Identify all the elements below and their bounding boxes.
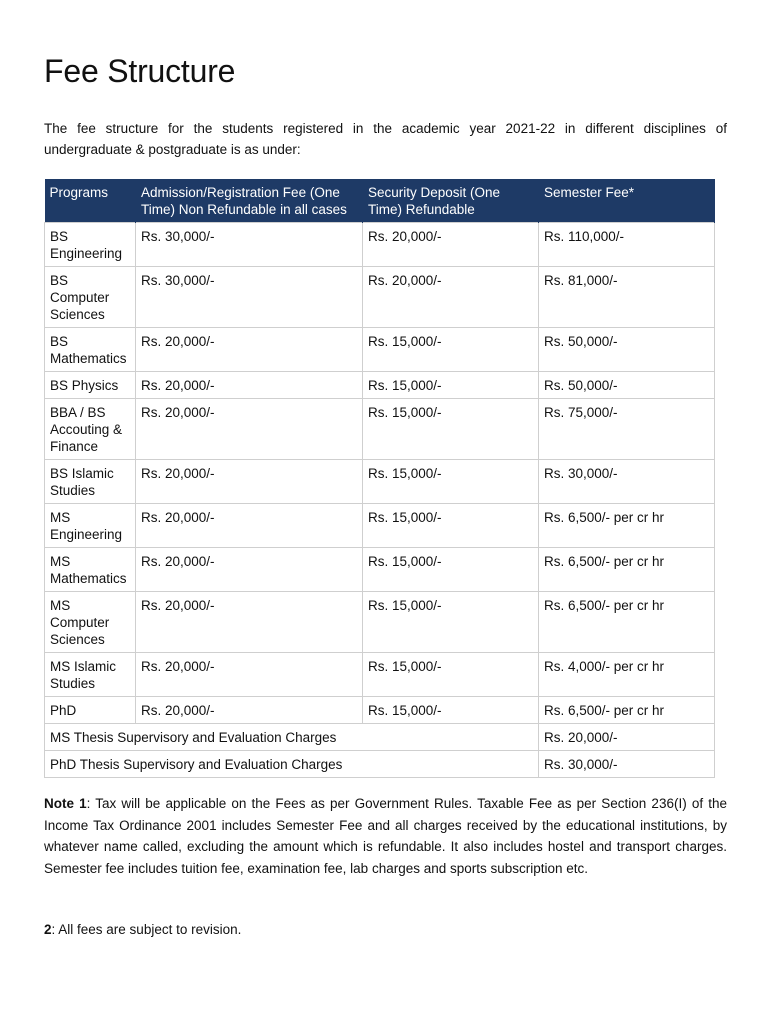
header-row <box>45 179 715 223</box>
program-cell: MS Mathematics <box>45 548 136 592</box>
note-1-label: Note 1 <box>44 796 87 811</box>
program-cell: BS Mathematics <box>45 328 136 372</box>
admission-fee-cell: Rs. 20,000/- <box>136 697 363 724</box>
charges-row <box>45 751 715 778</box>
table-row <box>45 460 715 504</box>
semester-fee-cell: Rs. 6,500/- per cr hr <box>539 548 715 592</box>
header-admission-fee: Admission/Registration Fee (One Time) Non Refundable in all cases <box>136 179 363 223</box>
program-cell: MS Engineering <box>45 504 136 548</box>
note-1 <box>44 793 727 879</box>
charges-row <box>45 724 715 751</box>
fee-table-body <box>45 223 715 778</box>
fee-table-header <box>45 179 715 223</box>
admission-fee-cell: Rs. 20,000/- <box>136 399 363 460</box>
program-cell: MS Islamic Studies <box>45 653 136 697</box>
semester-fee-cell: Rs. 75,000/- <box>539 399 715 460</box>
program-cell: BBA / BS Accouting & Finance <box>45 399 136 460</box>
table-row <box>45 372 715 399</box>
admission-fee-cell: Rs. 20,000/- <box>136 548 363 592</box>
security-deposit-cell: Rs. 20,000/- <box>363 223 539 267</box>
admission-fee-cell: Rs. 20,000/- <box>136 372 363 399</box>
program-cell: BS Islamic Studies <box>45 460 136 504</box>
table-row <box>45 223 715 267</box>
semester-fee-cell: Rs. 6,500/- per cr hr <box>539 697 715 724</box>
page-title: Fee Structure <box>44 53 236 89</box>
semester-fee-cell: Rs. 4,000/- per cr hr <box>539 653 715 697</box>
program-cell: BS Computer Sciences <box>45 267 136 328</box>
table-row <box>45 328 715 372</box>
note-2-label: 2 <box>44 922 52 937</box>
security-deposit-cell: Rs. 15,000/- <box>363 504 539 548</box>
security-deposit-cell: Rs. 15,000/- <box>363 399 539 460</box>
security-deposit-cell: Rs. 15,000/- <box>363 328 539 372</box>
intro-paragraph: The fee structure for the students registered in the academic year 2021-22 in different disciplines of undergraduate & postgraduate is as under: <box>44 121 727 157</box>
semester-fee-cell: Rs. 30,000/- <box>539 460 715 504</box>
program-cell: MS Computer Sciences <box>45 592 136 653</box>
charge-label-cell: PhD Thesis Supervisory and Evaluation Charges <box>45 751 539 778</box>
security-deposit-cell: Rs. 15,000/- <box>363 592 539 653</box>
admission-fee-cell: Rs. 20,000/- <box>136 592 363 653</box>
semester-fee-cell: Rs. 6,500/- per cr hr <box>539 592 715 653</box>
note-2-text: : All fees are subject to revision. <box>51 922 242 937</box>
admission-fee-cell: Rs. 30,000/- <box>136 223 363 267</box>
semester-fee-cell: Rs. 6,500/- per cr hr <box>539 504 715 548</box>
table-row <box>45 548 715 592</box>
security-deposit-cell: Rs. 20,000/- <box>363 267 539 328</box>
security-deposit-cell: Rs. 15,000/- <box>363 653 539 697</box>
header-programs: Programs <box>45 179 136 223</box>
program-cell: BS Engineering <box>45 223 136 267</box>
program-cell: PhD <box>45 697 136 724</box>
charge-amount-cell: Rs. 30,000/- <box>539 751 715 778</box>
charge-label-cell: MS Thesis Supervisory and Evaluation Charges <box>45 724 539 751</box>
security-deposit-cell: Rs. 15,000/- <box>363 372 539 399</box>
semester-fee-cell: Rs. 110,000/- <box>539 223 715 267</box>
admission-fee-cell: Rs. 30,000/- <box>136 267 363 328</box>
admission-fee-cell: Rs. 20,000/- <box>136 653 363 697</box>
program-cell: BS Physics <box>45 372 136 399</box>
table-row <box>45 653 715 697</box>
table-row <box>45 399 715 460</box>
note-1-text: : Tax will be applicable on the Fees as per Government Rules. Taxable Fee as per Section 236(I) of the Income Tax Ordinance 2001 includes Semester Fee and all charges received by the educational institutions, by whatever name called, excluding the amount which is refundable. It also includes hostel and transport charges. Semester fee includes tuition fee, examination fee, lab charges and sports subscription etc. <box>44 796 727 876</box>
table-row <box>45 267 715 328</box>
security-deposit-cell: Rs. 15,000/- <box>363 697 539 724</box>
fee-table <box>44 179 715 778</box>
table-row <box>45 504 715 548</box>
header-security-deposit: Security Deposit (One Time) Refundable <box>363 179 539 223</box>
admission-fee-cell: Rs. 20,000/- <box>136 504 363 548</box>
semester-fee-cell: Rs. 50,000/- <box>539 372 715 399</box>
admission-fee-cell: Rs. 20,000/- <box>136 328 363 372</box>
admission-fee-cell: Rs. 20,000/- <box>136 460 363 504</box>
semester-fee-cell: Rs. 50,000/- <box>539 328 715 372</box>
semester-fee-cell: Rs. 81,000/- <box>539 267 715 328</box>
security-deposit-cell: Rs. 15,000/- <box>363 548 539 592</box>
charge-amount-cell: Rs. 20,000/- <box>539 724 715 751</box>
note-2 <box>44 919 727 940</box>
security-deposit-cell: Rs. 15,000/- <box>363 460 539 504</box>
table-row <box>45 592 715 653</box>
header-semester-fee: Semester Fee* <box>539 179 715 223</box>
table-row <box>45 697 715 724</box>
